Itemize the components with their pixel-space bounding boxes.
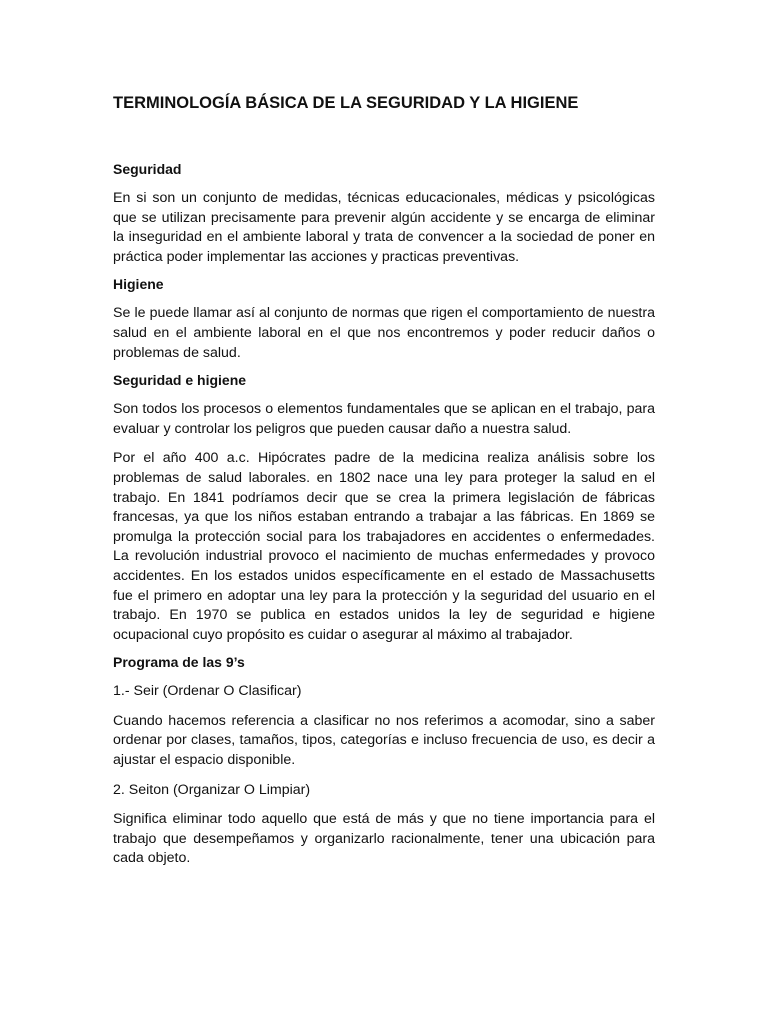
heading-seguridad: Seguridad: [113, 161, 182, 177]
item2-text: Significa eliminar todo aquello que está de más y que no tiene importancia para el trabajo que desempeñamos y organizarlo racionalmente, tener una ubicación para cada objeto.: [113, 811, 655, 867]
document-title: TERMINOLOGÍA BÁSICA DE LA SEGURIDAD Y LA HIGIENE: [113, 94, 579, 112]
heading-programa: Programa de las 9’s: [113, 654, 245, 671]
section-higiene: [113, 275, 655, 363]
paragraph-seguridad: En si son un conjunto de medidas, técnicas educacionales, médicas y psicológicas que se utilizan precisamente para prevenir algún accidente y se encarga de eliminar la inseguridad en el ambiente laboral y trata de convencer a la sociedad de poner en práctica poder implementar las acciones y practicas preventivas.: [113, 190, 655, 265]
paragraph-seguridad-e-higiene: Son todos los procesos o elementos fundamentales que se aplican en el trabajo, para evaluar y controlar los peligros que pueden causar daño a nuestra salud.: [113, 401, 655, 437]
item2-title: 2. Seiton (Organizar O Limpiar): [113, 781, 311, 798]
heading-higiene: Higiene: [113, 276, 164, 293]
paragraph-history: Por el año 400 a.c. Hipócrates padre de la medicina realiza análisis sobre los problemas de salud laborales. en 1802 nace una ley para proteger la salud en el trabajo. En 1841 podríamos decir que se crea la primera legislación de fábricas francesas, ya que los niños estaban entrando a trabajar a las fábricas. En 1869 se promulga la protección social para los trabajadores en accidentes o enfermedades. La revolución industrial provoco el nacimiento de muchas enfermedades y provoco accidentes. En los estados unidos específicamente en el estado de Massachusetts fue el primero en adoptar una ley para la protección y la seguridad del usuario en el trabajo. En 1970 se publica en estados unidos la ley de seguridad e higiene ocupacional cuyo propósito es cuidar o asegurar al máximo al trabajador.: [113, 450, 655, 643]
heading-seguridad-e-higiene: Seguridad e higiene: [113, 372, 247, 389]
item1-title: 1.- Seir (Ordenar O Clasificar): [113, 683, 302, 700]
section-programa: [113, 653, 655, 869]
document-page: [113, 92, 655, 879]
item1-text: Cuando hacemos referencia a clasificar no nos referimos a acomodar, sino a saber ordenar por clases, tamaños, tipos, categorías e incluso frecuencia de uso, es decir a ajustar el espacio disponible.: [113, 712, 655, 769]
section-seguridad: [113, 160, 655, 267]
section-seguridad-e-higiene: [113, 371, 655, 645]
paragraph-higiene: Se le puede llamar así al conjunto de normas que rigen el comportamiento de nuestra salud en el ambiente laboral en el que nos encontremos y poder reducir daños o problemas de salud.: [113, 305, 655, 361]
